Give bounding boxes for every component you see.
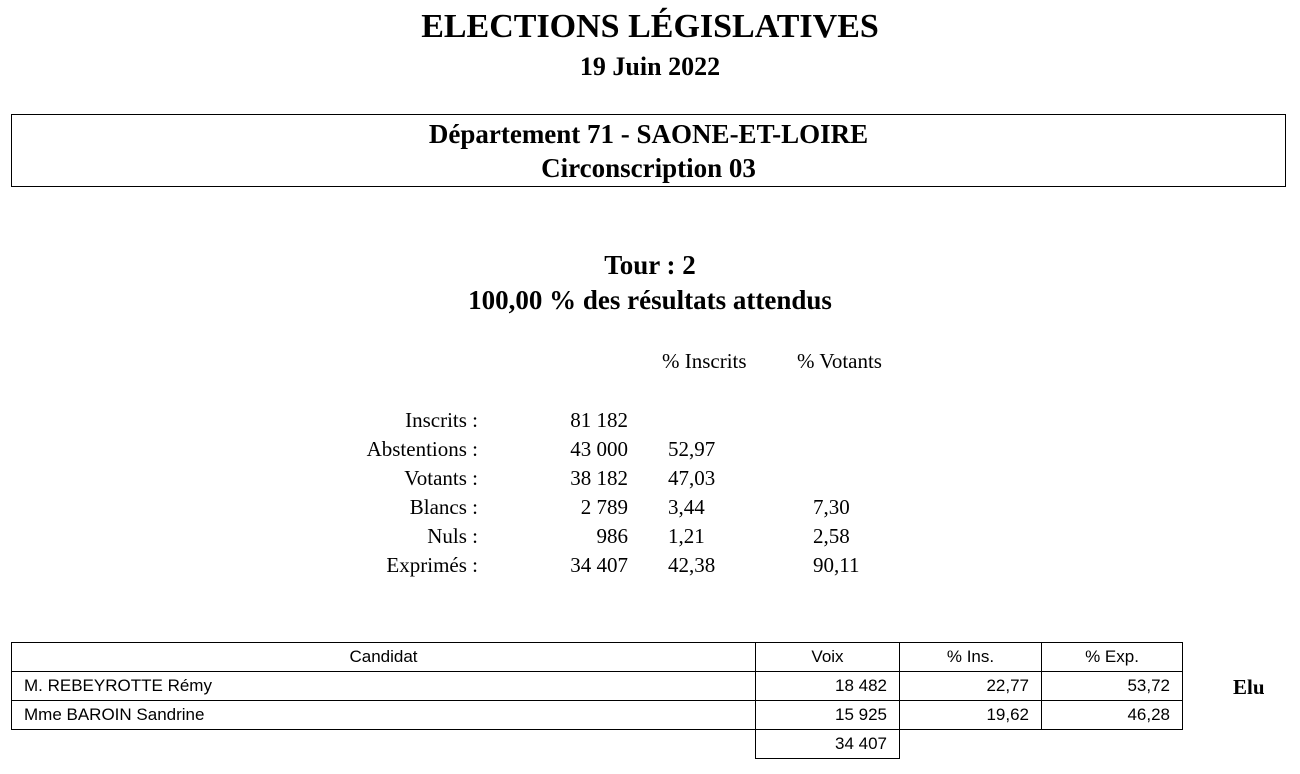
candidate-voix: 15 925 bbox=[756, 701, 900, 730]
stat-value: 38 182 bbox=[570, 466, 628, 490]
column-header-candidat: Candidat bbox=[12, 643, 756, 672]
stat-label: Abstentions : bbox=[366, 437, 478, 461]
candidate-pct-exp: 53,72 bbox=[1042, 672, 1183, 701]
column-header-pct-exp: % Exp. bbox=[1042, 643, 1183, 672]
column-header-voix: Voix bbox=[756, 643, 900, 672]
table-row bbox=[12, 701, 1183, 730]
total-spacer bbox=[12, 730, 756, 759]
stat-pct-votants: 2,58 bbox=[813, 524, 850, 548]
table-header-row bbox=[12, 643, 1183, 672]
stat-value: 2 789 bbox=[580, 495, 628, 519]
header-pct-inscrits: % Inscrits bbox=[662, 349, 747, 373]
header-pct-votants: % Votants bbox=[797, 349, 882, 373]
district-box bbox=[11, 114, 1286, 187]
stat-pct-inscrits: 52,97 bbox=[668, 437, 716, 461]
total-spacer bbox=[1042, 730, 1183, 759]
stat-pct-inscrits: 3,44 bbox=[668, 495, 705, 519]
stat-label: Exprimés : bbox=[386, 553, 478, 577]
stat-label: Blancs : bbox=[409, 495, 478, 519]
stat-label: Inscrits : bbox=[405, 408, 478, 432]
column-header-pct-ins: % Ins. bbox=[900, 643, 1042, 672]
stat-label: Votants : bbox=[404, 466, 478, 490]
elected-status: Elu bbox=[1233, 675, 1265, 699]
stat-value: 43 000 bbox=[570, 437, 628, 461]
candidates-table bbox=[11, 642, 1183, 759]
stat-value: 34 407 bbox=[570, 553, 628, 577]
total-spacer bbox=[900, 730, 1042, 759]
election-date: 19 Juin 2022 bbox=[579, 52, 721, 81]
round-label: Tour : 2 bbox=[604, 250, 696, 280]
stat-pct-votants: 90,11 bbox=[813, 553, 860, 577]
circonscription-label: Circonscription 03 bbox=[541, 153, 756, 183]
candidate-pct-exp: 46,28 bbox=[1042, 701, 1183, 730]
table-total-row bbox=[12, 730, 1183, 759]
stat-value: 986 bbox=[596, 524, 628, 548]
stat-pct-inscrits: 1,21 bbox=[668, 524, 705, 548]
results-progress: 100,00 % des résultats attendus bbox=[468, 285, 832, 315]
total-voix: 34 407 bbox=[756, 730, 900, 759]
candidate-pct-ins: 22,77 bbox=[900, 672, 1042, 701]
candidate-pct-ins: 19,62 bbox=[900, 701, 1042, 730]
candidate-name: M. REBEYROTTE Rémy bbox=[12, 672, 756, 701]
departement-label: Département 71 - SAONE-ET-LOIRE bbox=[428, 119, 869, 149]
stat-label: Nuls : bbox=[427, 524, 478, 548]
document-title: ELECTIONS LÉGISLATIVES bbox=[421, 8, 879, 45]
table-row bbox=[12, 672, 1183, 701]
stat-pct-inscrits: 42,38 bbox=[668, 553, 716, 577]
stat-value: 81 182 bbox=[570, 408, 628, 432]
stat-pct-inscrits: 47,03 bbox=[668, 466, 716, 490]
candidate-name: Mme BAROIN Sandrine bbox=[12, 701, 756, 730]
candidate-voix: 18 482 bbox=[756, 672, 900, 701]
stat-pct-votants: 7,30 bbox=[813, 495, 850, 519]
